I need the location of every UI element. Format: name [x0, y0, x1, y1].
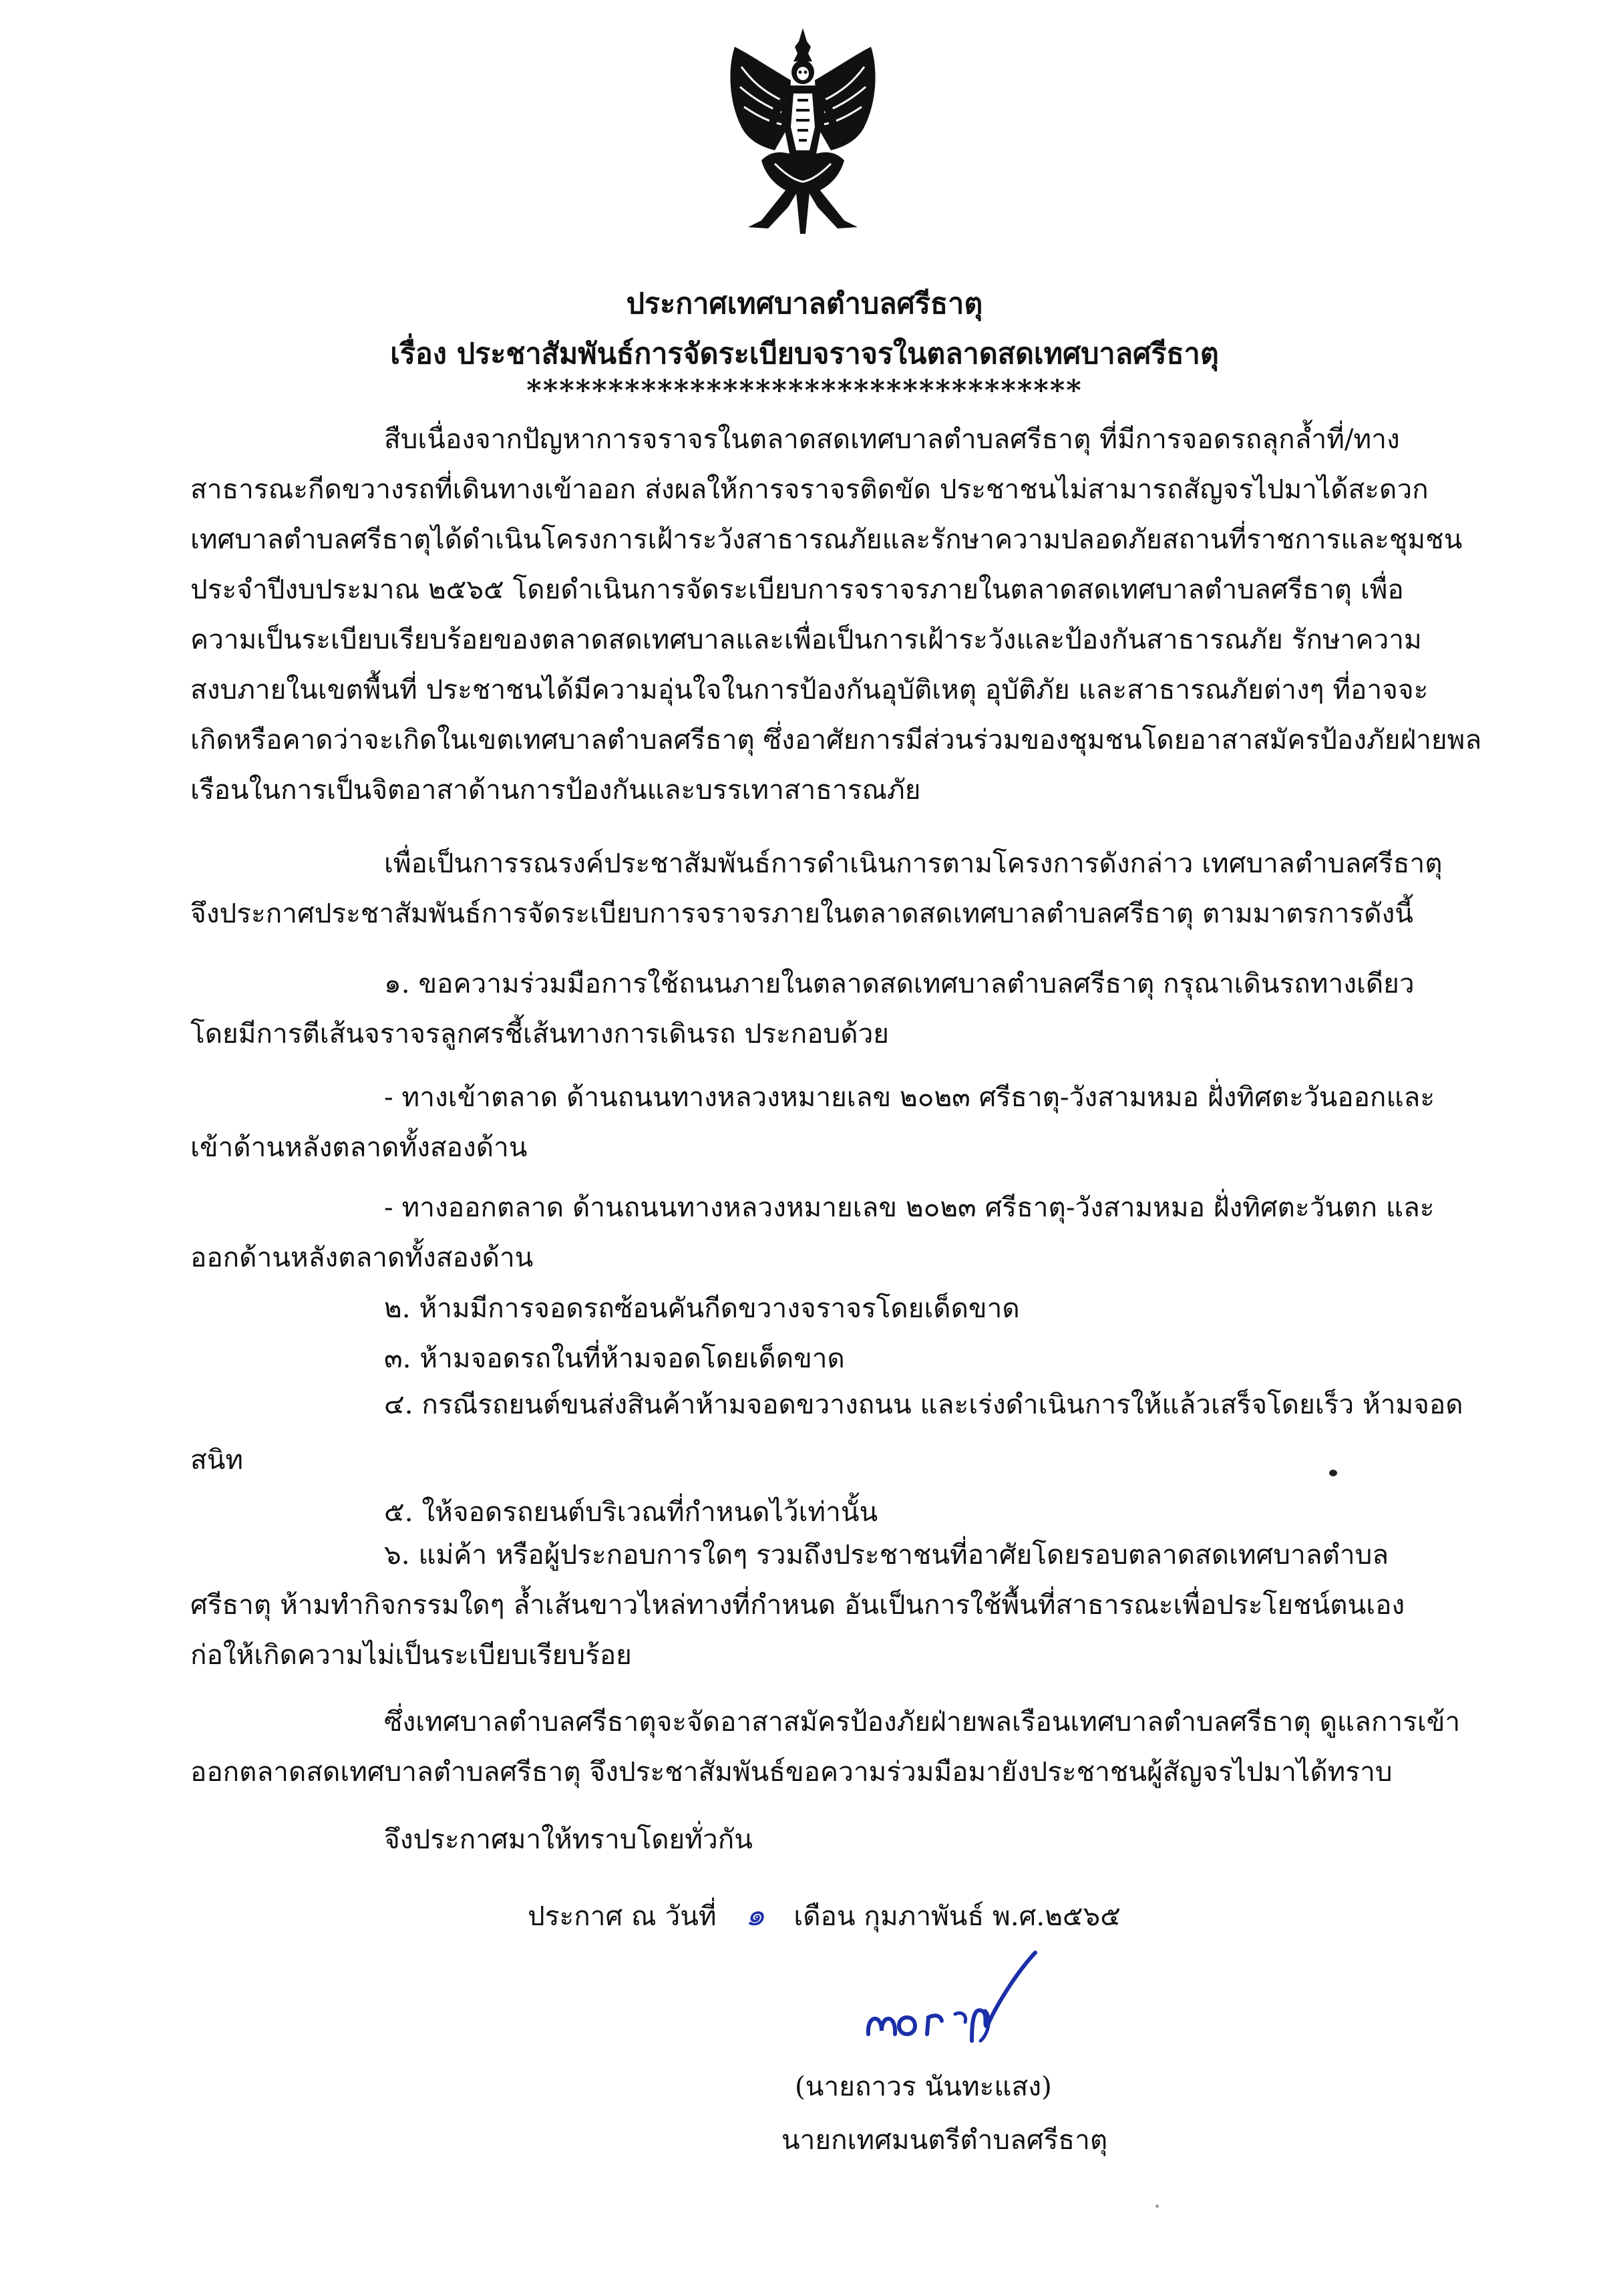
measure-5: ๕. ให้จอดรถยนต์บริเวณที่กำหนดไว้เท่านั้น: [384, 1496, 878, 1528]
scan-speck: [1329, 1470, 1337, 1476]
intro-line: เกิดหรือคาดว่าจะเกิดในเขตเทศบาลตำบลศรีธาตุ ซึ่งอาศัยการมีส่วนร่วมของชุมชนโดยอาสาสมัครป้องภัยฝ่ายพล: [190, 723, 1482, 756]
date-suffix: เดือน กุมภาพันธ์ พ.ศ.๒๕๖๕: [793, 1900, 1121, 1932]
measure-4: [190, 1379, 1483, 1485]
measure-line: ๑. ขอความร่วมมือการใช้ถนนภายในตลาดสดเทศบาลตำบลศรีธาตุ กรุณาเดินรถทางเดียว: [384, 967, 1415, 999]
intro-line: ความเป็นระเบียบเรียบร้อยของตลาดสดเทศบาลและเพื่อเป็นการเฝ้าระวังและป้องกันสาธารณภัย รักษาความ: [190, 623, 1422, 655]
measure-line: ๔. กรณีรถยนต์ขนส่งสินค้าห้ามจอดขวางถนน และเร่งดำเนินการให้แล้วเสร็จโดยเร็ว ห้ามจอด: [384, 1388, 1463, 1420]
garuda-emblem-icon: [721, 27, 885, 240]
entry-line: - ทางเข้าตลาด ด้านถนนทางหลวงหมายเลข ๒๐๒๓ ศรีธาตุ-วังสามหมอ ฝั่งทิศตะวันออกและ: [384, 1081, 1435, 1113]
measure-3: ๓. ห้ามจอดรถในที่ห้ามจอดโดยเด็ดขาด: [384, 1342, 845, 1374]
volunteer-line: ออกตลาดสดเทศบาลตำบลศรีธาตุ จึงประชาสัมพันธ์ขอความร่วมมือมายังประชาชนผู้สัญจรไปมาได้ทราบ: [190, 1756, 1393, 1788]
announcement-subject: เรื่อง ประชาสัมพันธ์การจัดระเบียบจราจรในตลาดสดเทศบาลศรีธาตุ: [390, 337, 1219, 371]
measure-2: ๒. ห้ามมีการจอดรถซ้อนคันกีดขวางจราจรโดยเด็ดขาด: [384, 1292, 1020, 1324]
measure-1: [190, 959, 1483, 1059]
closing-line: จึงประกาศมาให้ทราบโดยทั่วกัน: [384, 1823, 753, 1855]
measure-line: ศรีธาตุ ห้ามทำกิจกรรมใดๆ ล้ำเส้นขาวไหล่ทางที่กำหนด อันเป็นการใช้พื้นที่สาธารณะเพื่อประโยชน์ตนเอง: [190, 1589, 1405, 1621]
volunteer-line: ซึ่งเทศบาลตำบลศรีธาตุจะจัดอาสาสมัครป้องภัยฝ่ายพลเรือนเทศบาลตำบลศรีธาตุ ดูแลการเข้า: [384, 1705, 1461, 1738]
date-prefix: ประกาศ ณ วันที่: [528, 1900, 717, 1932]
intro-line: สาธารณะกีดขวางรถที่เดินทางเข้าออก ส่งผลให้การจราจรติดขัด ประชาชนไม่สามารถสัญจรไปมาได้สะดวก: [190, 473, 1429, 505]
signatory-name: (นายถาวร นันทะแสง): [795, 2070, 1052, 2102]
signatory-position: นายกเทศมนตรีตำบลศรีธาตุ: [781, 2124, 1108, 2156]
intro-line: เรือนในการเป็นจิตอาสาด้านการป้องกันและบรรเทาสาธารณภัย: [190, 774, 921, 806]
announcement-title: ประกาศเทศบาลตำบลศรีธาตุ: [626, 287, 983, 321]
exit-line: ออกด้านหลังตลาดทั้งสองด้าน: [190, 1241, 534, 1273]
entry-line: เข้าด้านหลังตลาดทั้งสองด้าน: [190, 1131, 528, 1163]
separator-line: **********************************: [526, 374, 1083, 407]
campaign-line: จึงประกาศประชาสัมพันธ์การจัดระเบียบการจราจรภายในตลาดสดเทศบาลตำบลศรีธาตุ ตามมาตรการดังนี้: [190, 897, 1413, 929]
handwritten-signature: [855, 1947, 1055, 2061]
volunteer-paragraph: [190, 1697, 1483, 1797]
intro-paragraph: [190, 414, 1483, 815]
date-line: [528, 1891, 1121, 1939]
market-exit: [190, 1182, 1483, 1283]
intro-line: สงบภายในเขตพื้นที่ ประชาชนได้มีความอุ่นใจในการป้องกันอุบัติเหตุ อุบัติภัย และสาธารณภัยต่างๆ ที่อาจจะ: [190, 673, 1429, 705]
measure-line: โดยมีการตีเส้นจราจรลูกศรชี้เส้นทางการเดินรถ ประกอบด้วย: [190, 1017, 890, 1049]
intro-line: ประจำปีงบประมาณ ๒๕๖๕ โดยดำเนินการจัดระเบียบการจราจรภายในตลาดสดเทศบาลตำบลศรีธาตุ เพื่อ: [190, 573, 1404, 605]
measure-line: สนิท: [190, 1444, 244, 1476]
measure-line: ๖. แม่ค้า หรือผู้ประกอบการใดๆ รวมถึงประชาชนที่อาศัยโดยรอบตลาดสดเทศบาลตำบล: [384, 1538, 1389, 1571]
intro-line: สืบเนื่องจากปัญหาการจราจรในตลาดสดเทศบาลตำบลศรีธาตุ ที่มีการจอดรถลุกล้ำที่/ทาง: [384, 423, 1400, 455]
exit-line: - ทางออกตลาด ด้านถนนทางหลวงหมายเลข ๒๐๒๓ ศรีธาตุ-วังสามหมอ ฝั่งทิศตะวันตก และ: [384, 1191, 1435, 1223]
intro-line: เทศบาลตำบลศรีธาตุได้ดำเนินโครงการเฝ้าระวังสาธารณภัยและรักษาความปลอดภัยสถานที่ราชการและชุมชน: [190, 523, 1463, 555]
date-day: ๑: [745, 1897, 765, 1933]
measure-line: ก่อให้เกิดความไม่เป็นระเบียบเรียบร้อย: [190, 1639, 632, 1671]
campaign-paragraph: [190, 838, 1483, 939]
campaign-line: เพื่อเป็นการรณรงค์ประชาสัมพันธ์การดำเนินการตามโครงการดังกล่าว เทศบาลตำบลศรีธาตุ: [384, 847, 1443, 879]
market-entry: [190, 1072, 1483, 1172]
scan-speck: [1155, 2204, 1159, 2208]
measure-6: [190, 1530, 1483, 1680]
